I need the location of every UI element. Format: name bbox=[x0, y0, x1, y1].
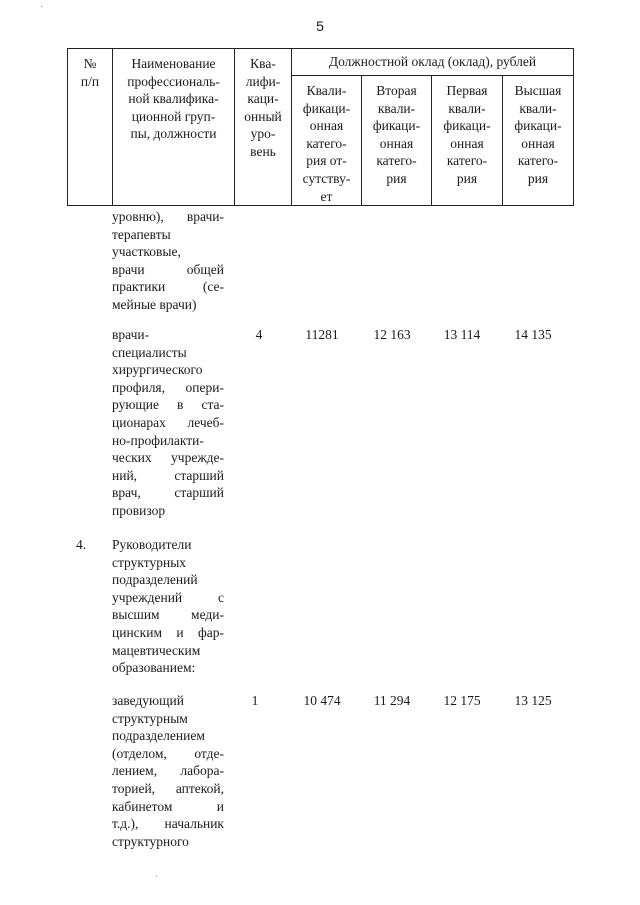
page-number: 5 bbox=[316, 18, 324, 34]
header-category-none: Квали- фикаци- онная катего- рия от- сутству- ет bbox=[292, 76, 362, 206]
header-name-text: Наименование профессиональ- ной квалифика- ционной груп- пы, должности bbox=[127, 56, 220, 142]
row-surgeons-name: врачи- специалисты хирургического профиля, опери- рующие в ста- ционарах лечеб- но-профилакти- ческих учрежде- ний, старший врач, старший провизор bbox=[112, 327, 224, 518]
row-heads-category-none: 10 474 bbox=[303, 693, 341, 708]
row-heads-level: 1 bbox=[251, 693, 259, 708]
header-category-highest: Высшая квали- фикаци- онная катего- рия bbox=[503, 76, 574, 206]
header-level bbox=[235, 49, 292, 206]
scan-speck: · bbox=[155, 872, 159, 883]
row-group4-number: 4. bbox=[76, 537, 87, 552]
row-heads-category-highest: 13 125 bbox=[514, 693, 552, 708]
header-level-text: Ква- лифи- каци- онный уро- вень bbox=[244, 56, 282, 159]
row-surgeons-category-first: 13 114 bbox=[443, 327, 481, 342]
row-continuation-name: уровню), врачи- терапевты участковые, врачи общей практики (се- мейные врачи) bbox=[112, 209, 224, 312]
header-salary-title: Должностной оклад (оклад), рублей bbox=[292, 49, 574, 76]
row-surgeons-level: 4 bbox=[255, 327, 263, 342]
row-heads-name: заведующий структурным подразделением (отделом, отде- лением, лабора- торией, аптекой, кабинетом и т.д.), начальник структурного bbox=[112, 693, 224, 849]
header-number-text: № п/п bbox=[80, 56, 100, 89]
header-category-first: Первая квали- фикаци- онная катего- рия bbox=[432, 76, 503, 206]
header-category-second: Вторая квали- фикаци- онная катего- рия bbox=[362, 76, 432, 206]
row-heads-category-second: 11 294 bbox=[373, 693, 411, 708]
scan-speck: · bbox=[40, 2, 44, 13]
row-surgeons-category-none: 11281 bbox=[305, 327, 339, 342]
row-heads-category-first: 12 175 bbox=[443, 693, 481, 708]
header-number bbox=[68, 49, 113, 206]
header-name bbox=[113, 49, 235, 206]
row-surgeons-category-second: 12 163 bbox=[373, 327, 411, 342]
row-group4-name: Руководители структурных подразделений учреждений с высшим меди- цинским и фар- мацевтическим образованием: bbox=[112, 537, 224, 676]
row-surgeons-category-highest: 14 135 bbox=[514, 327, 552, 342]
salary-table-header bbox=[67, 48, 574, 206]
